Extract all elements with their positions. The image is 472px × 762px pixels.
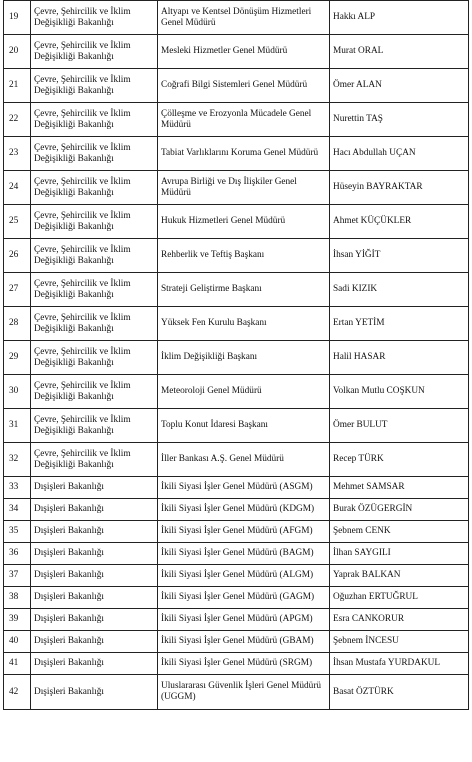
table-row: [4, 171, 469, 205]
person-name-cell: İlhan SAYGILI: [330, 543, 469, 565]
ministry-cell: Dışişleri Bakanlığı: [31, 609, 158, 631]
row-number: 42: [4, 675, 31, 710]
person-name-cell: Şebnem CENK: [330, 521, 469, 543]
position-cell: İkili Siyasi İşler Genel Müdürü (ASGM): [158, 477, 330, 499]
ministry-cell: Dışişleri Bakanlığı: [31, 653, 158, 675]
position-cell: Altyapı ve Kentsel Dönüşüm Hizmetleri Genel Müdürü: [158, 1, 330, 35]
person-name-cell: Ömer BULUT: [330, 409, 469, 443]
table-row: [4, 631, 469, 653]
ministry-cell: Dışişleri Bakanlığı: [31, 521, 158, 543]
person-name-cell: İhsan Mustafa YURDAKUL: [330, 653, 469, 675]
row-number: 36: [4, 543, 31, 565]
row-number: 35: [4, 521, 31, 543]
person-name-cell: Basat ÖZTÜRK: [330, 675, 469, 710]
ministry-cell: Dışişleri Bakanlığı: [31, 631, 158, 653]
row-number: 34: [4, 499, 31, 521]
ministry-cell: Çevre, Şehircilik ve İklim Değişikliği Bakanlığı: [31, 137, 158, 171]
table-row: [4, 499, 469, 521]
ministry-cell: Dışişleri Bakanlığı: [31, 565, 158, 587]
row-number: 24: [4, 171, 31, 205]
ministry-cell: Çevre, Şehircilik ve İklim Değişikliği Bakanlığı: [31, 69, 158, 103]
row-number: 38: [4, 587, 31, 609]
position-cell: İkili Siyasi İşler Genel Müdürü (GAGM): [158, 587, 330, 609]
table-row: [4, 409, 469, 443]
table-row: [4, 675, 469, 710]
person-name-cell: Murat ORAL: [330, 35, 469, 69]
position-cell: İller Bankası A.Ş. Genel Müdürü: [158, 443, 330, 477]
row-number: 33: [4, 477, 31, 499]
person-name-cell: Hüseyin BAYRAKTAR: [330, 171, 469, 205]
person-name-cell: Yaprak BALKAN: [330, 565, 469, 587]
ministry-cell: Dışişleri Bakanlığı: [31, 499, 158, 521]
position-cell: Uluslararası Güvenlik İşleri Genel Müdürü (UGGM): [158, 675, 330, 710]
person-name-cell: Şebnem İNCESU: [330, 631, 469, 653]
table-row: [4, 521, 469, 543]
person-name-cell: Oğuzhan ERTUĞRUL: [330, 587, 469, 609]
position-cell: Rehberlik ve Teftiş Başkanı: [158, 239, 330, 273]
person-name-cell: Nurettin TAŞ: [330, 103, 469, 137]
position-cell: Çölleşme ve Erozyonla Mücadele Genel Müdürü: [158, 103, 330, 137]
table-row: [4, 35, 469, 69]
ministry-cell: Çevre, Şehircilik ve İklim Değişikliği Bakanlığı: [31, 35, 158, 69]
table-row: [4, 273, 469, 307]
table-row: [4, 609, 469, 631]
ministry-cell: Dışişleri Bakanlığı: [31, 543, 158, 565]
row-number: 29: [4, 341, 31, 375]
ministry-cell: Çevre, Şehircilik ve İklim Değişikliği Bakanlığı: [31, 239, 158, 273]
row-number: 20: [4, 35, 31, 69]
ministry-cell: Dışişleri Bakanlığı: [31, 675, 158, 710]
position-cell: Strateji Geliştirme Başkanı: [158, 273, 330, 307]
row-number: 22: [4, 103, 31, 137]
person-name-cell: Volkan Mutlu COŞKUN: [330, 375, 469, 409]
row-number: 30: [4, 375, 31, 409]
position-cell: İkili Siyasi İşler Genel Müdürü (KDGM): [158, 499, 330, 521]
table-row: [4, 307, 469, 341]
position-cell: Hukuk Hizmetleri Genel Müdürü: [158, 205, 330, 239]
table-row: [4, 587, 469, 609]
position-cell: Toplu Konut İdaresi Başkanı: [158, 409, 330, 443]
person-name-cell: Sadi KIZIK: [330, 273, 469, 307]
person-name-cell: Mehmet SAMSAR: [330, 477, 469, 499]
ministry-cell: Çevre, Şehircilik ve İklim Değişikliği Bakanlığı: [31, 375, 158, 409]
person-name-cell: Ahmet KÜÇÜKLER: [330, 205, 469, 239]
person-name-cell: Ertan YETİM: [330, 307, 469, 341]
position-cell: Avrupa Birliği ve Dış İlişkiler Genel Müdürü: [158, 171, 330, 205]
appointment-table-body: [4, 1, 469, 710]
ministry-cell: Çevre, Şehircilik ve İklim Değişikliği Bakanlığı: [31, 273, 158, 307]
person-name-cell: Hakkı ALP: [330, 1, 469, 35]
table-row: [4, 653, 469, 675]
table-row: [4, 341, 469, 375]
ministry-cell: Çevre, Şehircilik ve İklim Değişikliği Bakanlığı: [31, 409, 158, 443]
ministry-cell: Çevre, Şehircilik ve İklim Değişikliği Bakanlığı: [31, 103, 158, 137]
ministry-cell: Çevre, Şehircilik ve İklim Değişikliği Bakanlığı: [31, 443, 158, 477]
person-name-cell: Burak ÖZÜGERGİN: [330, 499, 469, 521]
row-number: 26: [4, 239, 31, 273]
ministry-cell: Çevre, Şehircilik ve İklim Değişikliği Bakanlığı: [31, 205, 158, 239]
person-name-cell: Recep TÜRK: [330, 443, 469, 477]
position-cell: Yüksek Fen Kurulu Başkanı: [158, 307, 330, 341]
ministry-cell: Çevre, Şehircilik ve İklim Değişikliği Bakanlığı: [31, 341, 158, 375]
row-number: 28: [4, 307, 31, 341]
table-row: [4, 477, 469, 499]
appointment-list-page: [3, 0, 468, 710]
table-row: [4, 1, 469, 35]
position-cell: Meteoroloji Genel Müdürü: [158, 375, 330, 409]
row-number: 23: [4, 137, 31, 171]
position-cell: İkili Siyasi İşler Genel Müdürü (BAGM): [158, 543, 330, 565]
row-number: 31: [4, 409, 31, 443]
position-cell: İklim Değişikliği Başkanı: [158, 341, 330, 375]
position-cell: İkili Siyasi İşler Genel Müdürü (GBAM): [158, 631, 330, 653]
appointment-table: [3, 0, 469, 710]
ministry-cell: Dışişleri Bakanlığı: [31, 587, 158, 609]
table-row: [4, 565, 469, 587]
row-number: 40: [4, 631, 31, 653]
row-number: 32: [4, 443, 31, 477]
position-cell: İkili Siyasi İşler Genel Müdürü (AFGM): [158, 521, 330, 543]
ministry-cell: Çevre, Şehircilik ve İklim Değişikliği Bakanlığı: [31, 171, 158, 205]
position-cell: İkili Siyasi İşler Genel Müdürü (ALGM): [158, 565, 330, 587]
table-row: [4, 239, 469, 273]
table-row: [4, 137, 469, 171]
position-cell: Mesleki Hizmetler Genel Müdürü: [158, 35, 330, 69]
position-cell: Coğrafi Bilgi Sistemleri Genel Müdürü: [158, 69, 330, 103]
row-number: 19: [4, 1, 31, 35]
row-number: 27: [4, 273, 31, 307]
table-row: [4, 375, 469, 409]
table-row: [4, 103, 469, 137]
row-number: 25: [4, 205, 31, 239]
row-number: 39: [4, 609, 31, 631]
table-row: [4, 543, 469, 565]
row-number: 41: [4, 653, 31, 675]
table-row: [4, 443, 469, 477]
person-name-cell: Ömer ALAN: [330, 69, 469, 103]
ministry-cell: Çevre, Şehircilik ve İklim Değişikliği Bakanlığı: [31, 307, 158, 341]
ministry-cell: Çevre, Şehircilik ve İklim Değişikliği Bakanlığı: [31, 1, 158, 35]
position-cell: İkili Siyasi İşler Genel Müdürü (SRGM): [158, 653, 330, 675]
ministry-cell: Dışişleri Bakanlığı: [31, 477, 158, 499]
position-cell: İkili Siyasi İşler Genel Müdürü (APGM): [158, 609, 330, 631]
row-number: 21: [4, 69, 31, 103]
position-cell: Tabiat Varlıklarını Koruma Genel Müdürü: [158, 137, 330, 171]
table-row: [4, 69, 469, 103]
person-name-cell: Esra CANKORUR: [330, 609, 469, 631]
person-name-cell: Hacı Abdullah UÇAN: [330, 137, 469, 171]
person-name-cell: Halil HASAR: [330, 341, 469, 375]
row-number: 37: [4, 565, 31, 587]
table-row: [4, 205, 469, 239]
person-name-cell: İhsan YİĞİT: [330, 239, 469, 273]
